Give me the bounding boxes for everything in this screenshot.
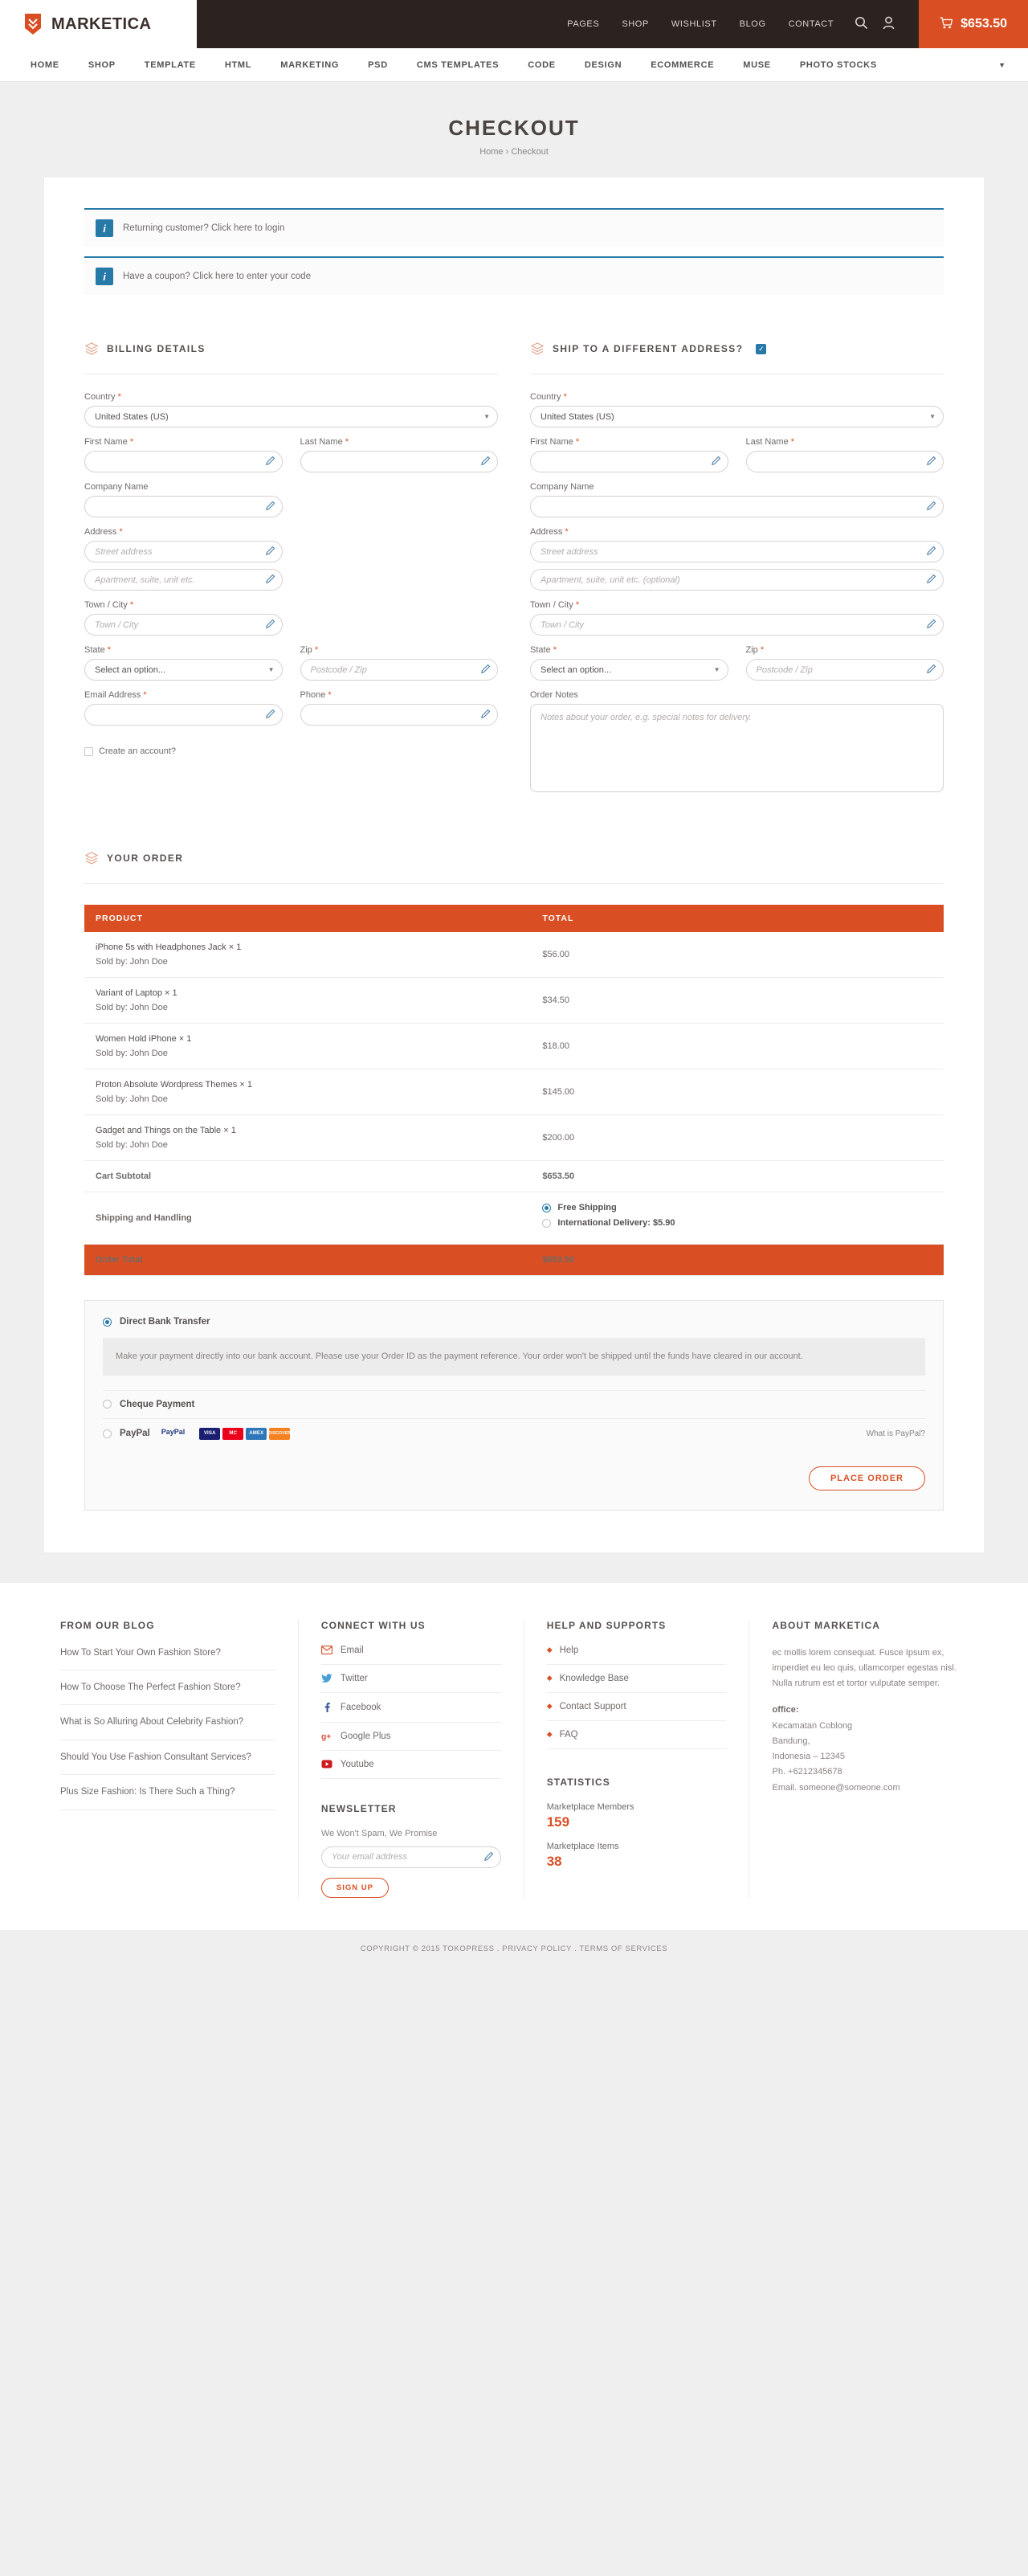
- footer-about-heading: ABOUT MARKETICA: [772, 1619, 880, 1631]
- billing-phone-input[interactable]: [300, 704, 499, 726]
- billing-heading: [84, 341, 498, 356]
- billing-company-label: Company Name: [84, 482, 149, 492]
- shipping-state-zip-row: [530, 645, 944, 690]
- order-item-name: Women Hold iPhone × 1: [96, 1034, 192, 1044]
- login-notice[interactable]: [84, 208, 944, 247]
- support-label: Knowledge Base: [559, 1673, 629, 1683]
- visa-card-icon: VISA: [199, 1428, 220, 1440]
- radio-free-shipping[interactable]: [542, 1204, 551, 1212]
- paypal-logo-icon: [161, 1429, 186, 1438]
- layers-icon: [84, 851, 99, 865]
- payment-cheque[interactable]: [103, 1390, 925, 1418]
- social-link-twitter[interactable]: [321, 1674, 501, 1693]
- payment-paypal-label: PayPal: [120, 1429, 150, 1439]
- shipping-address-label: Address *: [530, 527, 569, 537]
- shipping-city-input[interactable]: [530, 614, 944, 636]
- billing-address-row: [84, 527, 498, 600]
- social-label: Twitter: [340, 1673, 368, 1683]
- shipping-first-name-label: First Name *: [530, 437, 580, 447]
- billing-address-field: [84, 527, 283, 591]
- shipping-city-label: Town / City *: [530, 600, 580, 610]
- shipping-zip-label: Zip *: [745, 645, 765, 655]
- about-office-line: Email. someone@someone.com: [772, 1782, 900, 1793]
- billing-section: [84, 305, 498, 804]
- shipping-option-free-label: Free Shipping: [557, 1203, 617, 1212]
- search-icon[interactable]: [855, 16, 868, 32]
- col-product: PRODUCT: [84, 905, 531, 932]
- create-account-checkbox[interactable]: [84, 747, 93, 756]
- shipping-company-input[interactable]: [530, 496, 944, 517]
- list-item[interactable]: Plus Size Fashion: Is There Such a Thing?: [60, 1785, 275, 1809]
- shipping-option-international-label: International Delivery: $5.90: [557, 1218, 675, 1228]
- shipping-last-name-label: Last Name *: [745, 437, 795, 447]
- nav-code[interactable]: CODE: [528, 59, 556, 70]
- order-notes-label: Order Notes: [530, 690, 578, 700]
- billing-state-select[interactable]: [84, 659, 283, 681]
- order-item-total: $18.00: [531, 1024, 944, 1069]
- payment-methods: [84, 1300, 944, 1511]
- about-office-line: Kecamatan Coblong: [772, 1720, 853, 1731]
- support-link-contact-support[interactable]: [547, 1702, 727, 1721]
- col-total: TOTAL: [531, 905, 944, 932]
- footer-support-column: [524, 1620, 749, 1898]
- top-link-wishlist[interactable]: WISHLIST: [671, 19, 717, 29]
- order-item-product: [84, 978, 531, 1024]
- shipping-first-name-field: [530, 437, 728, 472]
- order-notes-field: [530, 690, 944, 795]
- billing-company-input[interactable]: [84, 496, 283, 517]
- order-item-total: $56.00: [531, 932, 944, 978]
- support-label: Contact Support: [559, 1701, 626, 1711]
- cart-total: $653.50: [961, 17, 1007, 31]
- shipping-state-field: [530, 645, 728, 681]
- radio-direct-bank-transfer[interactable]: [103, 1318, 112, 1327]
- layers-icon: [530, 341, 545, 356]
- support-link-knowledge-base[interactable]: [547, 1674, 727, 1693]
- privacy-policy-link[interactable]: PRIVACY POLICY: [502, 1944, 572, 1953]
- order-table-header-row: [84, 905, 944, 932]
- order-table: [84, 905, 944, 1276]
- chevron-down-icon: ▼: [929, 413, 936, 420]
- billing-last-name-field: [300, 437, 499, 472]
- radio-cheque-payment[interactable]: [103, 1400, 112, 1409]
- table-row: [84, 932, 944, 978]
- shipping-title: SHIP TO A DIFFERENT ADDRESS?: [553, 343, 744, 354]
- order-item-name: Proton Absolute Wordpress Themes × 1: [96, 1080, 252, 1090]
- shipping-name-row: [530, 437, 944, 482]
- footer-support-heading: HELP AND SUPPORTS: [546, 1619, 667, 1631]
- order-notes-textarea[interactable]: [530, 704, 944, 792]
- nav-html[interactable]: HTML: [224, 59, 252, 70]
- shipping-country-label: Country *: [530, 392, 567, 402]
- page-title: CHECKOUT: [448, 116, 580, 140]
- shipping-company-label: Company Name: [530, 482, 594, 492]
- billing-country-label: Country *: [84, 392, 121, 402]
- bullet-icon: ◆: [546, 1646, 553, 1654]
- support-label: FAQ: [559, 1729, 578, 1740]
- billing-company-field: [84, 482, 283, 517]
- shipping-option-free[interactable]: [542, 1203, 932, 1212]
- social-label: Google Plus: [340, 1731, 391, 1741]
- terms-of-services-link[interactable]: TERMS OF SERVICES: [579, 1944, 668, 1953]
- billing-state-label: State *: [84, 645, 112, 655]
- stat-members-label: Marketplace Members: [546, 1801, 634, 1812]
- table-row: [84, 1069, 944, 1115]
- social-link-email[interactable]: [321, 1646, 501, 1665]
- radio-international-delivery[interactable]: [542, 1219, 551, 1228]
- list-item[interactable]: How To Choose The Perfect Fashion Store?: [60, 1680, 275, 1705]
- shipping-company-field: [530, 482, 944, 517]
- billing-state-zip-row: [84, 645, 498, 690]
- login-notice-text[interactable]: Returning customer? Click here to login: [123, 223, 285, 233]
- coupon-notice-text[interactable]: Have a coupon? Click here to enter your code: [123, 272, 311, 281]
- about-office-line: Ph. +6212345678: [772, 1767, 842, 1777]
- billing-last-name-input[interactable]: [300, 451, 499, 472]
- shipping-state-select[interactable]: [530, 659, 728, 681]
- billing-first-name-input[interactable]: [84, 451, 283, 472]
- newsletter-email-input[interactable]: [321, 1846, 501, 1868]
- create-account-label: Create an account?: [99, 746, 177, 756]
- social-link-youtube[interactable]: [321, 1760, 501, 1779]
- stat-items-value: 38: [546, 1853, 562, 1869]
- paypal-wordmark: PayPal: [161, 1428, 186, 1437]
- nav-cms-templates[interactable]: CMS TEMPLATES: [416, 59, 500, 70]
- billing-address-label: Address *: [84, 527, 123, 537]
- order-item-seller: Sold by: John Doe: [96, 1140, 168, 1150]
- billing-title: BILLING DETAILS: [107, 343, 206, 354]
- footer-newsletter-heading: NEWSLETTER: [320, 1802, 397, 1814]
- main-nav: [0, 48, 1028, 82]
- ship-different-address-checkbox[interactable]: ✓: [756, 344, 766, 354]
- billing-email-label: Email Address *: [84, 690, 147, 700]
- shipping-last-name-field: [746, 437, 944, 472]
- table-row: [84, 978, 944, 1024]
- shipping-last-name-input[interactable]: [746, 451, 944, 472]
- info-icon: i: [96, 219, 113, 237]
- radio-paypal[interactable]: [103, 1429, 112, 1438]
- envelope-icon: [321, 1646, 332, 1654]
- copyright-text: COPYRIGHT © 2015 TOKOPRESS: [360, 1944, 495, 1953]
- shipping-options: [531, 1192, 944, 1245]
- order-item-name: iPhone 5s with Headphones Jack × 1: [96, 942, 242, 952]
- order-item-name: Variant of Laptop × 1: [96, 988, 177, 998]
- order-item-product: [84, 1024, 531, 1069]
- billing-city-row: [84, 600, 498, 645]
- nav-marketing[interactable]: MARKETING: [280, 59, 340, 70]
- cart-subtotal-row: [84, 1161, 944, 1192]
- place-order-row: [103, 1466, 925, 1490]
- billing-country-field: [84, 392, 498, 427]
- billing-last-name-label: Last Name *: [300, 437, 349, 447]
- billing-zip-input[interactable]: [300, 659, 499, 681]
- chevron-down-icon: ▼: [713, 666, 720, 673]
- footer-connect-heading: CONNECT WITH US: [320, 1619, 426, 1631]
- billing-city-input[interactable]: [84, 614, 283, 636]
- user-account-icon[interactable]: [883, 16, 895, 32]
- about-office: [772, 1703, 961, 1796]
- top-link-shop[interactable]: SHOP: [622, 19, 649, 29]
- list-item[interactable]: Should You Use Fashion Consultant Services?: [60, 1750, 275, 1775]
- about-text: ec mollis lorem consequat. Fusce Ipsum ex, imperdiet eu leo quis, ullamcorper egestas nisl. Nulla rutrum est et tortor vulputate semper.: [772, 1647, 957, 1689]
- payment-cheque-label: Cheque Payment: [120, 1399, 195, 1409]
- order-heading: [84, 851, 944, 865]
- nav-ecommerce[interactable]: ECOMMERCE: [651, 59, 715, 70]
- logo-icon: [22, 12, 43, 36]
- list-item[interactable]: How To Start Your Own Fashion Store?: [60, 1646, 275, 1670]
- top-link-blog[interactable]: BLOG: [739, 19, 766, 29]
- order-item-product: [84, 1069, 531, 1115]
- stat-items-label: Marketplace Items: [546, 1841, 619, 1851]
- copyright-bar: COPYRIGHT © 2015 TOKOPRESS . PRIVACY POLICY . TERMS OF SERVICES: [0, 1930, 1028, 1971]
- about-office-line: Indonesia – 12345: [772, 1752, 846, 1762]
- social-link-facebook[interactable]: [321, 1702, 501, 1723]
- list-item[interactable]: What is So Alluring About Celebrity Fashion?: [60, 1715, 275, 1740]
- newsletter-subtitle: We Won't Spam, We Promise: [320, 1828, 438, 1838]
- cart-icon: [940, 17, 953, 31]
- top-icons: [845, 16, 911, 32]
- order-total-label: Order Total: [84, 1245, 531, 1276]
- shipping-section: [530, 305, 944, 804]
- order-title: YOUR ORDER: [107, 853, 184, 864]
- support-link-faq[interactable]: [547, 1730, 727, 1749]
- order-item-seller: Sold by: John Doe: [96, 957, 168, 967]
- order-item-total: $200.00: [531, 1115, 944, 1161]
- order-total-value: $653.50: [531, 1245, 944, 1276]
- layers-icon: [84, 341, 99, 356]
- billing-address2-input[interactable]: [84, 569, 283, 591]
- table-row: [84, 1115, 944, 1161]
- billing-company-row: [84, 482, 498, 527]
- order-item-name: Gadget and Things on the Table × 1: [96, 1126, 236, 1135]
- billing-country-select[interactable]: [84, 406, 498, 427]
- bullet-icon: ◆: [546, 1702, 553, 1711]
- footer-blog-column: [44, 1620, 298, 1898]
- billing-email-input[interactable]: [84, 704, 283, 726]
- billing-zip-label: Zip *: [300, 645, 319, 655]
- order-item-total: $145.00: [531, 1069, 944, 1115]
- amex-card-icon: AMEX: [246, 1428, 267, 1440]
- social-label: Facebook: [340, 1702, 381, 1712]
- shipping-country-field: [530, 392, 944, 427]
- page-header: [0, 82, 1028, 178]
- cart-button[interactable]: [919, 0, 1028, 48]
- what-is-paypal-link[interactable]: What is PayPal?: [866, 1429, 925, 1438]
- shipping-option-international[interactable]: [542, 1218, 932, 1228]
- google-plus-icon: [321, 1732, 332, 1741]
- shipping-first-name-input[interactable]: [530, 451, 728, 472]
- logo[interactable]: [0, 0, 197, 48]
- support-label: Help: [559, 1645, 579, 1655]
- footer-connect-column: [298, 1620, 524, 1898]
- billing-city-field: [84, 600, 283, 636]
- about-office-line: Bandung,: [772, 1736, 810, 1746]
- order-item-total: $34.50: [531, 978, 944, 1024]
- breadcrumb: Home › Checkout: [479, 147, 549, 157]
- shipping-address2-input[interactable]: [530, 569, 944, 591]
- chevron-down-icon: ▼: [267, 666, 275, 673]
- facebook-icon: [321, 1702, 332, 1713]
- coupon-notice[interactable]: [84, 256, 944, 295]
- footer-statistics-heading: STATISTICS: [546, 1776, 610, 1788]
- shipping-city-field: [530, 600, 944, 636]
- social-label: Email: [340, 1645, 364, 1655]
- order-divider: [84, 883, 944, 884]
- footer-blog-heading: FROM OUR BLOG: [60, 1619, 155, 1631]
- nav-more-chevron-down-icon[interactable]: ▼: [998, 60, 1006, 69]
- newsletter-signup-button[interactable]: SIGN UP: [321, 1878, 389, 1898]
- shipping-heading: [530, 341, 944, 356]
- billing-state-field: [84, 645, 283, 681]
- nav-shop[interactable]: SHOP: [88, 59, 116, 70]
- nav-muse[interactable]: MUSE: [743, 59, 771, 70]
- brand-name: MARKETICA: [51, 14, 152, 33]
- payment-direct-bank-transfer[interactable]: [103, 1317, 925, 1327]
- discover-card-icon: DISCOVER: [269, 1428, 290, 1440]
- bullet-icon: ◆: [546, 1730, 553, 1739]
- social-label: Youtube: [340, 1759, 374, 1769]
- chevron-down-icon: ▼: [483, 413, 490, 420]
- shipping-handling-row: [84, 1192, 944, 1245]
- cart-subtotal-value: $653.50: [531, 1161, 944, 1192]
- payment-paypal[interactable]: [103, 1418, 925, 1449]
- billing-city-label: Town / City *: [84, 600, 134, 610]
- shipping-handling-label: Shipping and Handling: [84, 1192, 531, 1245]
- order-item-product: [84, 1115, 531, 1161]
- billing-first-name-label: First Name *: [84, 437, 134, 447]
- order-total-row: [84, 1245, 944, 1276]
- support-link-help[interactable]: [547, 1646, 727, 1665]
- newsletter-input-wrap: [321, 1846, 501, 1868]
- shipping-address1-input[interactable]: [530, 541, 944, 562]
- about-office-title: office:: [772, 1705, 799, 1715]
- shipping-country-select[interactable]: [530, 406, 944, 427]
- mastercard-icon: MC: [222, 1428, 243, 1440]
- shipping-state-label: State *: [530, 645, 557, 655]
- top-link-contact[interactable]: CONTACT: [788, 19, 834, 29]
- youtube-icon: [321, 1760, 332, 1768]
- order-item-product: [84, 932, 531, 978]
- billing-phone-label: Phone *: [300, 690, 332, 700]
- payment-direct-label: Direct Bank Transfer: [120, 1317, 210, 1327]
- shipping-address-field: [530, 527, 944, 591]
- top-link-pages[interactable]: PAGES: [567, 19, 600, 29]
- billing-zip-field: [300, 645, 499, 681]
- address-columns: [84, 305, 944, 804]
- order-item-seller: Sold by: John Doe: [96, 1003, 168, 1012]
- billing-contact-row: [84, 690, 498, 735]
- create-account-row[interactable]: [84, 746, 498, 756]
- nav-design[interactable]: DESIGN: [584, 59, 622, 70]
- order-item-seller: Sold by: John Doe: [96, 1049, 168, 1058]
- svg-text:g+: g+: [320, 1732, 332, 1741]
- place-order-button[interactable]: PLACE ORDER: [809, 1466, 925, 1490]
- billing-email-field: [84, 690, 283, 726]
- billing-address1-input[interactable]: [84, 541, 283, 562]
- nav-template[interactable]: TEMPLATE: [144, 59, 196, 70]
- billing-phone-field: [300, 690, 499, 726]
- info-icon: i: [96, 268, 113, 285]
- checkout-card: [44, 178, 984, 1552]
- accepted-cards: [199, 1428, 290, 1440]
- payment-direct-description: Make your payment directly into our bank account. Please use your Order ID as the payment reference. Your order won't be shipped until the funds have cleared in our account.: [103, 1338, 925, 1376]
- billing-first-name-field: [84, 437, 283, 472]
- nav-home[interactable]: HOME: [31, 59, 59, 70]
- nav-psd[interactable]: PSD: [368, 59, 388, 70]
- nav-photo-stocks[interactable]: PHOTO STOCKS: [799, 59, 877, 70]
- table-row: [84, 1024, 944, 1069]
- twitter-icon: [321, 1674, 332, 1683]
- cart-subtotal-label: Cart Subtotal: [84, 1161, 531, 1192]
- stat-members-value: 159: [546, 1813, 570, 1830]
- top-bar: [0, 0, 1028, 48]
- billing-name-row: [84, 437, 498, 482]
- footer-about-column: [749, 1620, 984, 1898]
- social-link-google-plus[interactable]: [321, 1732, 501, 1751]
- shipping-zip-field: [746, 645, 944, 681]
- order-item-seller: Sold by: John Doe: [96, 1094, 168, 1104]
- top-nav: [197, 0, 919, 48]
- shipping-zip-input[interactable]: [746, 659, 944, 681]
- bullet-icon: ◆: [546, 1674, 553, 1683]
- footer: [0, 1583, 1028, 1930]
